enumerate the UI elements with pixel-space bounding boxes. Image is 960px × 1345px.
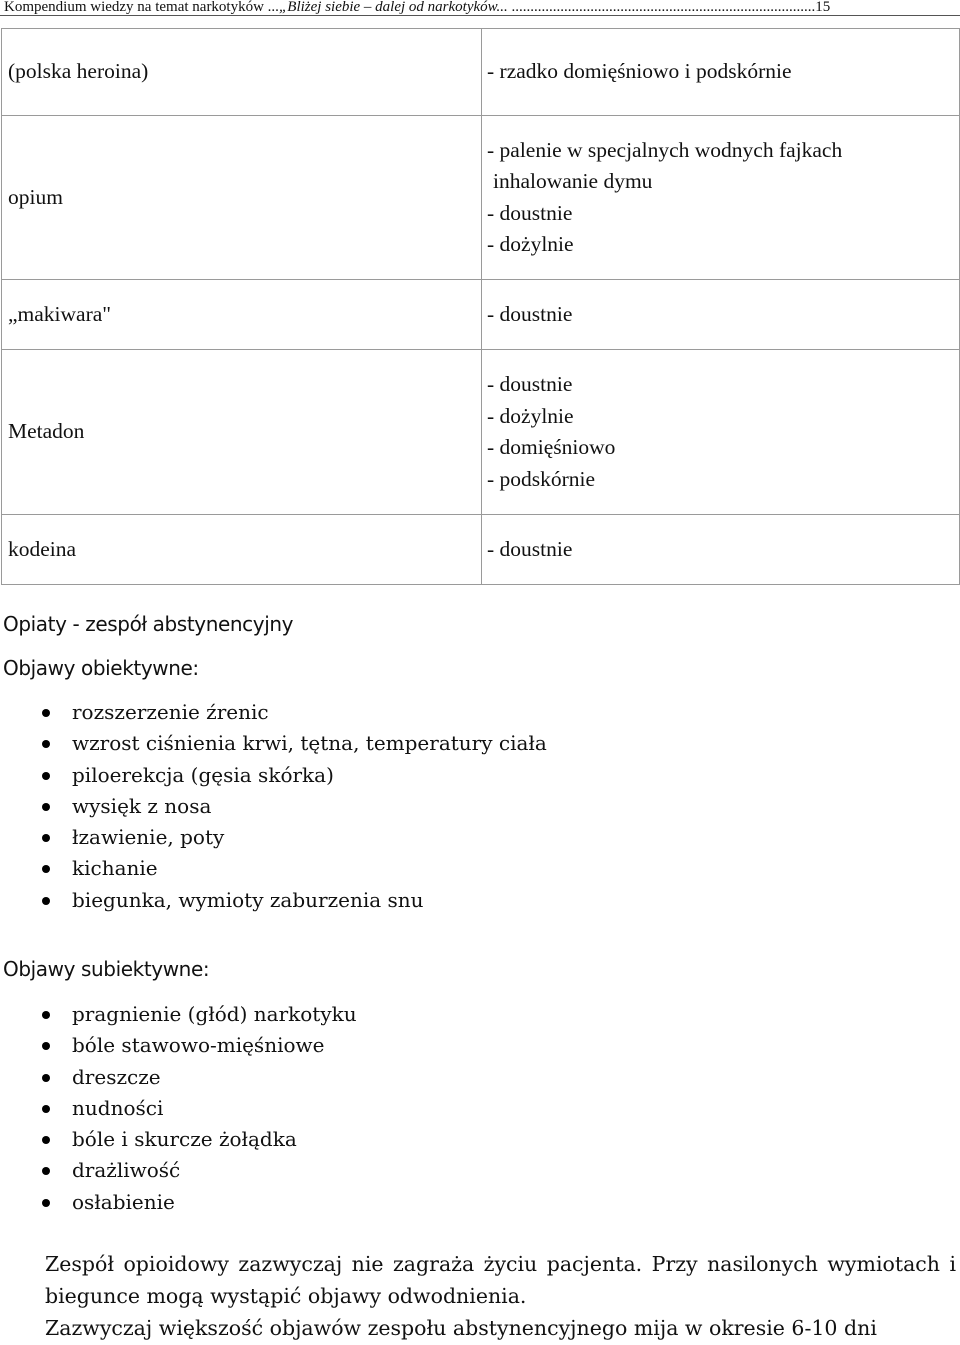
route-item: - rzadko domięśniowo i podskórnie: [487, 59, 792, 84]
route-item: - domięśniowo: [487, 435, 616, 459]
bullet-icon: [42, 897, 50, 905]
bullet-icon: [42, 1136, 50, 1144]
table-row: [2, 29, 960, 116]
table-row: [2, 350, 960, 515]
list-item: [40, 728, 547, 759]
symptom-text: kichanie: [72, 856, 158, 881]
table-row: [2, 116, 960, 280]
drug-name-cell: opium: [2, 116, 482, 280]
page-number: 15: [815, 0, 831, 15]
bullet-icon: [42, 1074, 50, 1082]
route-item: - doustnie: [487, 200, 573, 225]
symptom-text: osłabienie: [72, 1189, 175, 1214]
bullet-icon: [42, 772, 50, 780]
running-header: [4, 0, 954, 15]
route-item: - doustnie: [487, 372, 573, 396]
list-item: [40, 1030, 357, 1061]
drug-name-cell: „makiwara": [2, 280, 482, 350]
symptom-text: piloerekcja (gęsia skórka): [72, 762, 334, 787]
bullet-icon: [42, 865, 50, 873]
list-item: [40, 1187, 357, 1218]
symptom-text: biegunka, wymioty zaburzenia snu: [72, 887, 424, 912]
list-item: [40, 791, 547, 822]
header-subtitle: „Bliżej siebie – dalej od narkotyków...: [278, 0, 512, 15]
list-item: [40, 1093, 357, 1124]
bullet-icon: [42, 1105, 50, 1113]
list-item: [40, 999, 357, 1030]
list-item: [40, 1124, 357, 1155]
route-item: - dożylnie: [487, 232, 574, 256]
symptom-text: nudności: [72, 1095, 164, 1120]
symptom-text: dreszcze: [72, 1064, 161, 1089]
drug-name-cell: Metadon: [2, 350, 482, 515]
symptom-text: rozszerzenie źrenic: [72, 700, 269, 724]
symptom-text: drażliwość: [72, 1158, 181, 1183]
routes-cell: [482, 280, 960, 350]
route-item: inhalowanie dymu: [493, 169, 653, 193]
bullet-icon: [42, 740, 50, 748]
table-row: [2, 515, 960, 585]
subjective-symptoms-list: [40, 999, 357, 1218]
objective-symptoms-heading: Objawy obiektywne:: [3, 656, 199, 680]
note-paragraph: Zazwyczaj większość objawów zespołu abstynencyjnego mija w okresie 6-10 dni: [45, 1316, 877, 1340]
bullet-icon: [42, 803, 50, 811]
route-item: - palenie w specjalnych wodnych fajkach: [487, 137, 843, 162]
route-item: - podskórnie: [487, 466, 596, 491]
subjective-symptoms-heading: Objawy subiektywne:: [3, 957, 210, 981]
drug-routes-table: [1, 28, 960, 585]
list-item: [40, 697, 547, 728]
symptom-text: bóle stawowo-mięśniowe: [72, 1033, 325, 1058]
header-title: Kompendium wiedzy na temat narkotyków ...: [4, 0, 279, 15]
symptom-text: pragnienie (głód) narkotyku: [72, 1002, 357, 1026]
bullet-icon: [42, 709, 50, 717]
list-item: [40, 822, 547, 853]
bullet-icon: [42, 1011, 50, 1019]
table-row: [2, 280, 960, 350]
routes-cell: [482, 350, 960, 515]
list-item: [40, 1155, 357, 1186]
bullet-icon: [42, 834, 50, 842]
symptom-text: wzrost ciśnienia krwi, tętna, temperatury ciała: [72, 731, 547, 756]
list-item: [40, 1062, 357, 1093]
note-paragraph: Zespół opioidowy zazwyczaj nie zagraża życiu pacjenta. Przy nasilonych wymiotach i biegunce mogą wystąpić objawy odwodnienia.: [45, 1252, 956, 1308]
routes-cell: [482, 515, 960, 585]
bullet-icon: [42, 1199, 50, 1207]
header-rule: [0, 15, 960, 16]
drug-name-cell: kodeina: [2, 515, 482, 585]
list-item: [40, 760, 547, 791]
symptom-text: wysięk z nosa: [72, 793, 212, 818]
route-item: - doustnie: [487, 301, 573, 326]
routes-cell: [482, 116, 960, 280]
route-item: - doustnie: [487, 536, 573, 561]
symptom-text: bóle i skurcze żołądka: [72, 1127, 297, 1152]
bullet-icon: [42, 1167, 50, 1175]
route-item: - dożylnie: [487, 403, 574, 428]
header-leader-dots: .................................................................................: [511, 0, 816, 15]
list-item: [40, 853, 547, 884]
objective-symptoms-list: [40, 697, 547, 916]
symptom-text: łzawienie, poty: [72, 825, 225, 850]
list-item: [40, 885, 547, 916]
section-title: Opiaty - zespół abstynencyjny: [3, 612, 294, 636]
bullet-icon: [42, 1042, 50, 1050]
drug-name-cell: (polska heroina): [2, 29, 482, 116]
routes-cell: [482, 29, 960, 116]
